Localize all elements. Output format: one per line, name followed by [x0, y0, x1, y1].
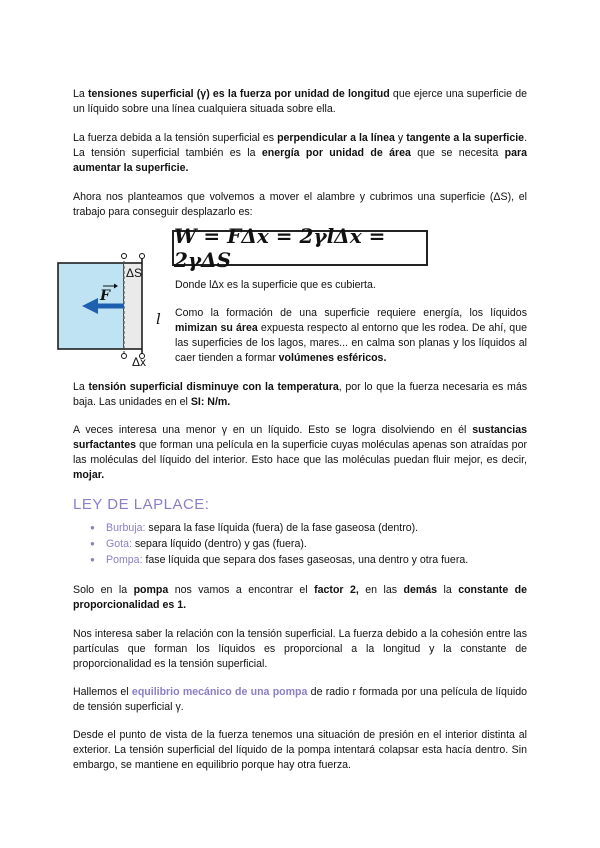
energy-paragraph — [175, 306, 527, 366]
list-item — [73, 520, 468, 536]
factor-paragraph — [73, 583, 527, 613]
work-formula: W = FΔx = 2γlΔx = 2γΔS — [172, 230, 428, 266]
definition-paragraph — [73, 87, 527, 117]
bold-run: tangente a la superficie — [406, 132, 525, 144]
bold-run: sustancias surfactantes — [73, 424, 527, 451]
wire-joint — [122, 354, 127, 359]
cohesion-paragraph: Nos interesa saber la relación con la tensión superficial. La fuerza debido a la cohesión entre las partículas que forman los líquidos es proporcional a la longitud y la constante de proporcionalidad es la tensión superficial. — [73, 628, 527, 670]
surface-note: Donde lΔx es la superficie que es cubierta. — [175, 279, 376, 291]
text-run: la — [437, 584, 459, 596]
text-run: , por lo que la fuerza necesaria es más baja. Las unidades en el — [73, 381, 528, 408]
pressure-paragraph: Desde el punto de vista de la fuerza tenemos una situación de presión en el interior distinta al exterior. La tensión superficial del líquido de la pompa intentará colapsar esta hacía dentro. Sin embargo, se mantiene en equilibrio porque hay otra fuerza. — [73, 729, 527, 771]
bold-run: mimizan su área — [175, 322, 258, 334]
text-run: nos vamos a encontrar el — [168, 584, 315, 596]
surfactant-paragraph — [73, 423, 527, 483]
highlight-run: equilibrio mecánico de una pompa — [131, 686, 308, 698]
list-term: Gota: — [106, 538, 132, 550]
force-paragraph — [73, 131, 527, 176]
temperature-paragraph — [73, 380, 527, 410]
bold-run: tensión superficial disminuye con la temperatura — [88, 381, 339, 393]
text-run: de radio r formada por una película de líquido de tensión superficial γ. — [73, 686, 527, 713]
text-run: que se necesita — [410, 147, 505, 159]
bold-run: para aumentar la superficie. — [73, 147, 527, 174]
bold-run: factor 2, — [314, 584, 359, 596]
list-term: Burbuja: — [106, 522, 146, 534]
text-run: A veces interesa una menor γ en un líquido. Esto se logra disolviendo en él — [73, 424, 473, 436]
bold-run: volúmenes esféricos. — [278, 352, 387, 364]
equilibrium-paragraph — [73, 685, 527, 715]
bold-run: constante de proporcionalidad es 1. — [73, 584, 528, 611]
bold-run: tensiones superficial (γ) es la fuerza por unidad de longitud — [87, 88, 390, 100]
list-term: Pompa: — [106, 554, 143, 566]
text-run: en las — [358, 584, 404, 596]
text-run: La — [73, 88, 88, 100]
text-run: y — [394, 132, 407, 144]
wire-joint — [122, 254, 127, 259]
text-run: Solo en la — [73, 584, 134, 596]
bold-run: pompa — [133, 584, 169, 596]
text-run: que ejerce una superficie de un líquido sobre una línea cualquiera situada sobre ella. — [73, 88, 527, 115]
phase-list — [73, 520, 468, 568]
list-text: separa la fase líquida (fuera) de la fase gaseosa (dentro). — [145, 522, 419, 534]
force-label: F — [100, 288, 110, 304]
text-run: La fuerza debida a la tensión superficial es — [73, 132, 278, 144]
delta-x-label: Δx — [132, 355, 147, 368]
bold-run: perpendicular a la línea — [277, 132, 395, 144]
list-item — [73, 552, 468, 568]
text-run: que forman una película en la superficie cuyas moléculas apenas son atraídas por las moléculas del líquido del interior. Esto hace que las moléculas puedan fluir mejor, es decir, — [73, 439, 527, 466]
delta-s-label: ΔS — [126, 266, 143, 280]
list-text: fase líquida que separa dos fases gaseosas, una dentro y otra fuera. — [142, 554, 469, 566]
work-paragraph: Ahora nos planteamos que volvemos a mover el alambre y cubrimos una superficie (ΔS), el trabajo para conseguir desplazarlo es: — [73, 191, 527, 218]
text-run: Hallemos el — [73, 686, 132, 698]
length-label: l — [156, 310, 161, 328]
laplace-heading: LEY DE LAPLACE: — [73, 496, 210, 513]
bold-run: demás — [403, 584, 438, 596]
text-run: La — [73, 381, 89, 393]
text-run: . La tensión superficial también es la — [73, 132, 528, 159]
list-item — [73, 536, 468, 552]
bold-run: SI: N/m. — [190, 396, 231, 408]
wire-frame-figure — [56, 253, 176, 368]
bold-run: energía por unidad de área — [261, 147, 411, 159]
wire-joint — [140, 254, 145, 259]
text-run: expuesta respecto al entorno que les rodea. De ahí, que las superficies de los lagos, mares... en calma son planas y los líquidos al caer tienden a formar — [175, 322, 527, 364]
list-text: separa líquido (dentro) y gas (fuera). — [131, 538, 307, 550]
bold-run: mojar. — [73, 469, 105, 481]
text-run: Como la formación de una superficie requiere energía, los líquidos — [175, 307, 527, 319]
